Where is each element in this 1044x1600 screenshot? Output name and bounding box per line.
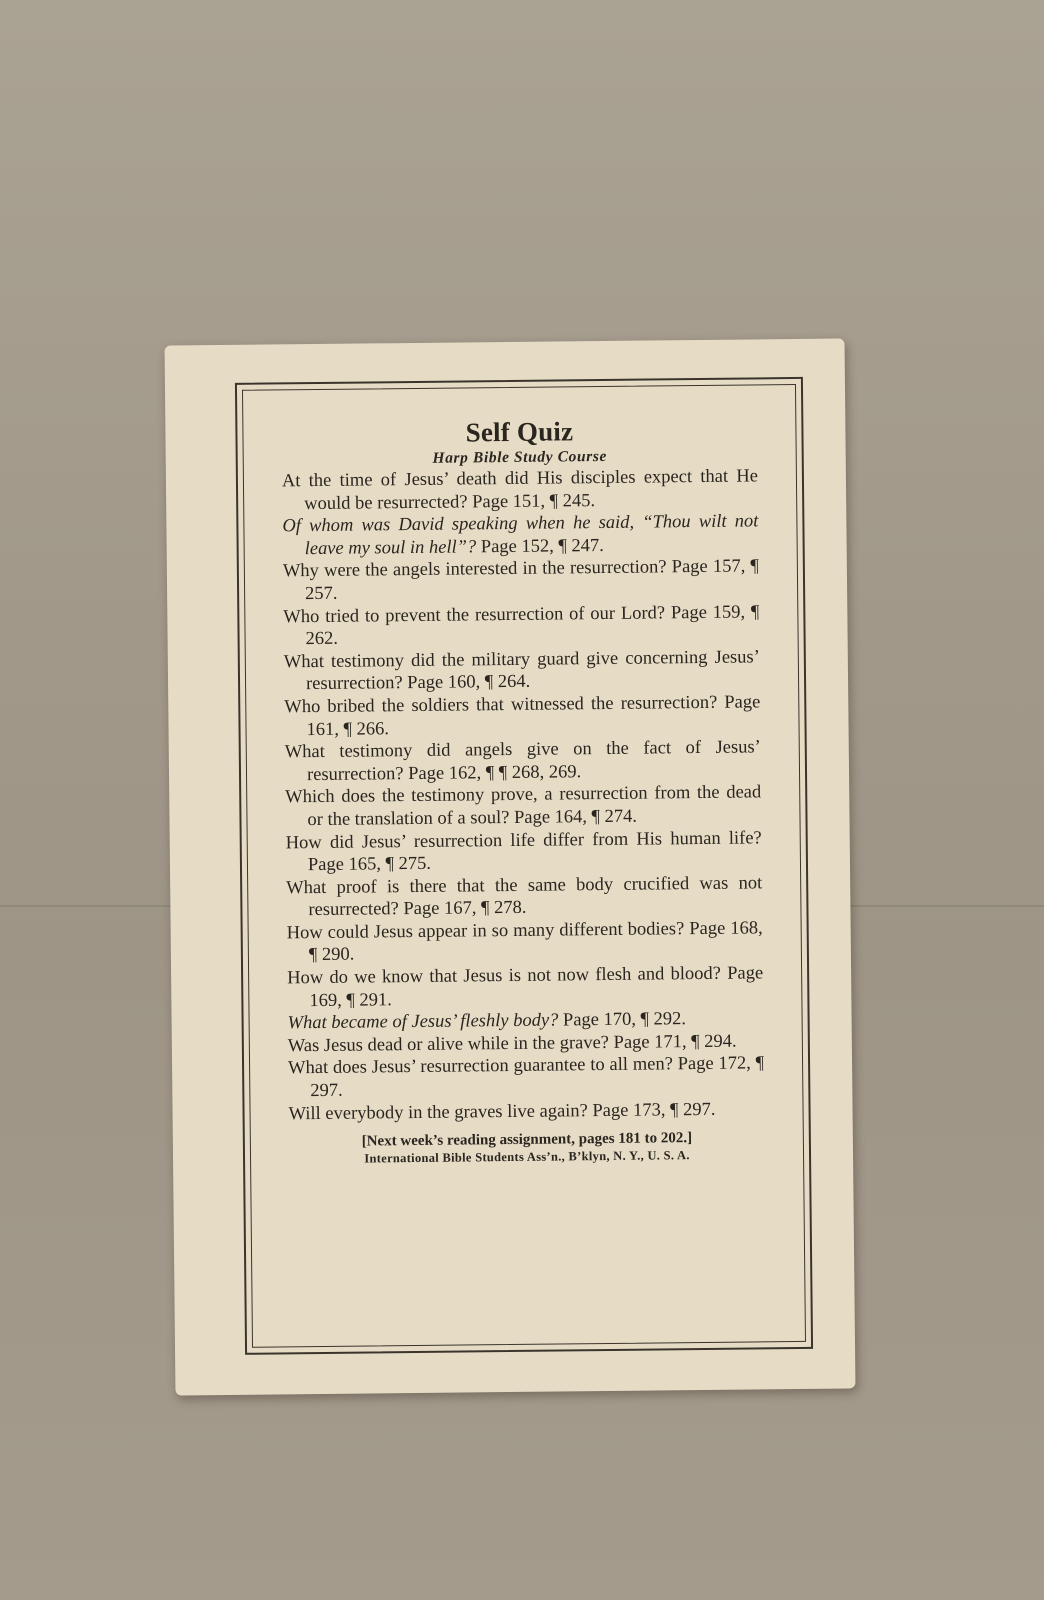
question-text: At the time of Jesus’ death did His disciples expect that He would be resurrected? [281,466,759,514]
page-reference: Page 171, ¶ 294. [613,1031,737,1053]
question-list [282,465,765,1125]
page-reference: Page 170, ¶ 292. [562,1009,687,1031]
question-text: How did Jesus’ resurrection life differ from His human life? [285,827,762,853]
question-text: What does Jesus’ resurrection guarantee to all men? [287,1054,673,1079]
question-text: Which does the testimony prove, a resurrection from the dead or the translation of a soul? [285,782,762,831]
quiz-question [284,691,760,741]
quiz-question [287,962,763,1012]
page-reference: Page 164, ¶ 274. [513,806,638,828]
page-reference: Page 152, ¶ 247. [480,535,604,558]
question-text: How do we know that Jesus is not now flesh and blood? [287,963,722,989]
question-text: How could Jesus appear in so many different bodies? [286,919,685,944]
question-text: Of whom was David speaking when he said, “Thou wilt not leave my soul in hell”? [282,511,759,559]
page-reference: Page 165, ¶ 275. [307,853,432,876]
reading-assignment-note: [Next week’s reading assignment, pages 181 to 202.] [361,1130,693,1150]
question-text: What testimony did the military guard give concerning Jesus’ resurrection? [283,647,760,695]
question-text: Will everybody in the graves live again? [288,1100,588,1124]
publisher-line: International Bible Students Ass’n., B’klyn, N. Y., U. S. A. [364,1148,690,1166]
card-border-outer [235,377,813,1355]
quiz-question [284,646,760,696]
page-reference: Page 159, ¶ 262. [305,601,760,650]
question-text: Was Jesus dead or alive while in the grave? [287,1032,610,1057]
page-reference: Page 172, ¶ 297. [310,1053,765,1102]
page-reference: Page 162, ¶ ¶ 268, 269. [408,761,582,784]
quiz-question [282,465,758,515]
quiz-question [286,827,762,877]
page-reference: Page 161, ¶ 266. [306,692,761,740]
quiz-question [285,782,761,832]
question-text: What testimony did angels give on the fact of Jesus’ resurrection? [284,737,761,785]
quiz-card [165,338,856,1395]
page-reference: Page 157, ¶ 257. [305,556,759,605]
card-subtitle: Harp Bible Study Course [432,447,608,467]
quiz-question [282,511,758,561]
question-text: What proof is there that the same body crucified was not resurrected? [286,873,763,921]
question-text: Who tried to prevent the resurrection of our Lord? [283,602,666,627]
quiz-question [283,601,759,651]
page-reference: Page 169, ¶ 291. [309,963,764,1011]
quiz-question [286,872,762,922]
quiz-question [288,1053,764,1103]
card-title: Self Quiz [465,416,574,448]
quiz-question [285,736,761,786]
page-reference: Page 151, ¶ 245. [472,490,596,512]
page-reference: Page 160, ¶ 264. [407,672,531,694]
quiz-question [287,917,763,967]
question-text: What became of Jesus’ fleshly body? [287,1010,559,1034]
page-reference: Page 173, ¶ 297. [592,1099,716,1121]
page-reference: Page 168, ¶ 290. [308,918,763,966]
question-text: Who bribed the soldiers that witnessed the resurrection? [284,692,718,718]
quiz-question [283,556,759,606]
question-text: Why were the angels interested in the resurrection? [282,557,667,582]
quiz-question [288,1098,764,1126]
card-border-inner [242,384,806,1348]
page-reference: Page 167, ¶ 278. [403,898,527,920]
